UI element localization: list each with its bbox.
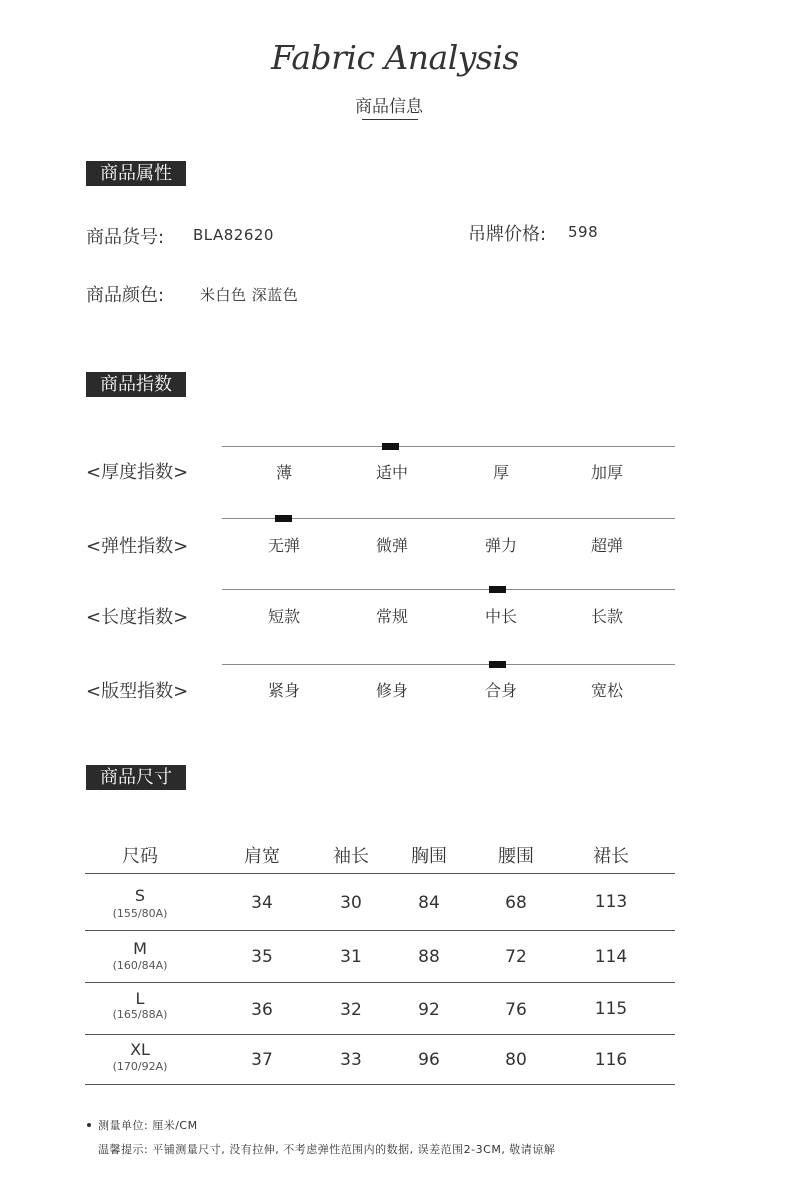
index-label-length: <长度指数> (86, 607, 189, 628)
index-option: 合身 (484, 681, 517, 700)
price-value: 598 (568, 223, 599, 241)
size-cell: 114 (594, 947, 628, 967)
index-option: 中长 (484, 607, 517, 626)
index-option: 长款 (590, 607, 623, 626)
index-option: 薄 (275, 463, 292, 482)
index-option: 微弹 (375, 536, 408, 555)
table-divider (85, 982, 675, 983)
index-scale-line-thickness (222, 446, 675, 447)
price-label: 吊牌价格: (468, 224, 547, 245)
table-divider (85, 1084, 675, 1085)
index-option: 短款 (267, 607, 300, 626)
size-cell: 88 (418, 947, 440, 967)
sku-label: 商品货号: (86, 227, 165, 248)
size-cell: 33 (340, 1050, 362, 1070)
sku-value: BLA82620 (193, 226, 274, 244)
index-option: 弹力 (484, 536, 517, 555)
size-table-header: 胸围 (411, 846, 447, 867)
size-spec: (160/84A) (112, 959, 168, 972)
index-marker-elasticity (275, 515, 292, 522)
size-spec: (155/80A) (112, 907, 168, 920)
index-label-thickness: <厚度指数> (86, 462, 189, 483)
size-cell: 80 (505, 1050, 527, 1070)
size-cell: 113 (594, 892, 628, 912)
size-cell: 30 (340, 893, 362, 913)
size-table-header: 腰围 (498, 846, 534, 867)
index-label-fit: <版型指数> (86, 681, 189, 702)
index-option: 无弹 (267, 536, 300, 555)
size-cell: 68 (505, 893, 527, 913)
table-divider (85, 1034, 675, 1035)
size-cell: 92 (418, 1000, 440, 1020)
table-divider (85, 873, 675, 874)
section-tag-indices: 商品指数 (86, 372, 186, 397)
size-cell: 115 (594, 999, 628, 1019)
size-spec: (165/88A) (112, 1008, 168, 1021)
index-option: 常规 (375, 607, 408, 626)
index-marker-length (489, 586, 506, 593)
size-cell: 84 (418, 893, 440, 913)
index-scale-line-length (222, 589, 675, 590)
size-table-header: 尺码 (122, 846, 158, 867)
size-table-header: 裙长 (593, 846, 629, 867)
size-cell: 36 (251, 1000, 273, 1020)
index-option: 修身 (375, 681, 408, 700)
index-option: 适中 (375, 463, 408, 482)
page-subtitle: 商品信息 (355, 97, 423, 117)
size-cell: 34 (251, 893, 273, 913)
size-cell: 32 (340, 1000, 362, 1020)
index-option: 宽松 (590, 681, 623, 700)
size-name: M (133, 939, 147, 958)
index-option: 加厚 (590, 463, 623, 482)
size-spec: (170/92A) (112, 1060, 168, 1073)
section-tag-attributes: 商品属性 (86, 161, 186, 186)
size-name: XL (130, 1040, 150, 1059)
size-name: S (134, 886, 146, 905)
table-divider (85, 930, 675, 931)
size-table-header: 肩宽 (244, 846, 280, 867)
unit-note: 测量单位: 厘米/CM (98, 1119, 198, 1132)
size-cell: 35 (251, 947, 273, 967)
page-title: Fabric Analysis (271, 38, 519, 77)
color-value: 米白色 深蓝色 (200, 286, 299, 304)
measure-tip: 温馨提示: 平铺测量尺寸, 没有拉伸, 不考虑弹性范围内的数据, 误差范围2-3CM, 敬请谅解 (98, 1143, 556, 1156)
index-label-elasticity: <弹性指数> (86, 536, 189, 557)
index-option: 厚 (492, 463, 509, 482)
color-label: 商品颜色: (86, 285, 165, 306)
section-tag-sizes: 商品尺寸 (86, 765, 186, 790)
bullet-icon (87, 1123, 91, 1127)
size-cell: 76 (505, 1000, 527, 1020)
size-cell: 37 (251, 1050, 273, 1070)
index-option: 紧身 (267, 681, 300, 700)
subtitle-underline (362, 119, 418, 120)
index-option: 超弹 (590, 536, 623, 555)
size-cell: 116 (594, 1050, 628, 1070)
size-cell: 96 (418, 1050, 440, 1070)
index-scale-line-fit (222, 664, 675, 665)
size-table-header: 袖长 (333, 846, 369, 867)
size-name: L (135, 989, 145, 1008)
index-marker-fit (489, 661, 506, 668)
index-marker-thickness (382, 443, 399, 450)
size-cell: 72 (505, 947, 527, 967)
size-cell: 31 (340, 947, 362, 967)
